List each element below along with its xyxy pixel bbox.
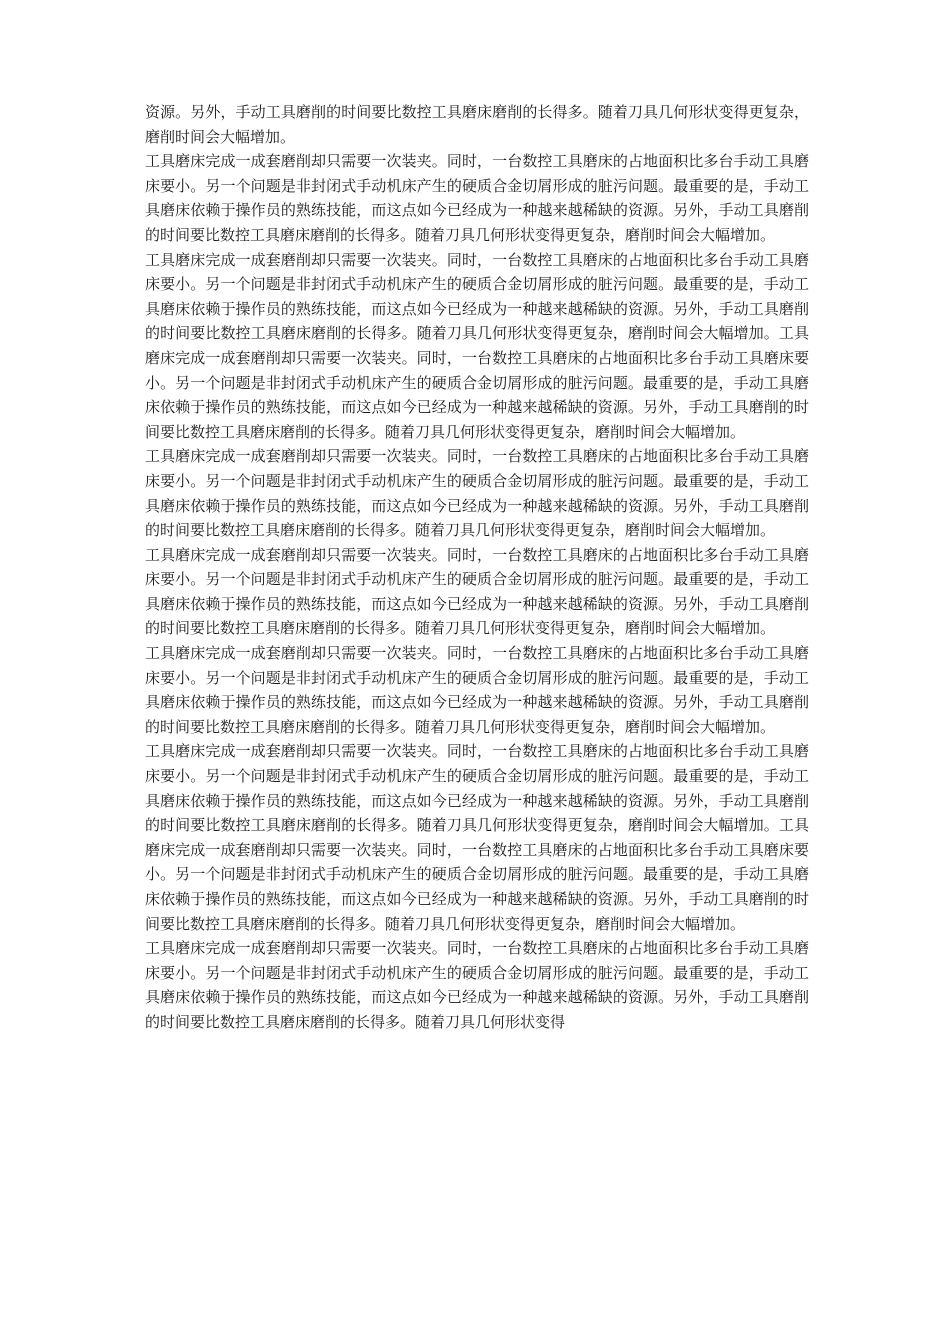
paragraph-1: 资源。另外，手动工具磨削的时间要比数控工具磨床磨削的长得多。随着刀具几何形状变得更复杂，磨削时间会大幅增加。 [145,103,809,146]
body-text [145,100,809,1035]
paragraph-4: 工具磨床完成一成套磨削却只需要一次装夹。同时，一台数控工具磨床的占地面积比多台手动工具磨床要小。另一个问题是非封闭式手动机床产生的硬质合金切屑形成的脏污问题。最重要的是，手动工具磨床依赖于操作员的熟练技能，而这点如今已经成为一种越来越稀缺的资源。另外，手动工具磨削的时间要比数控工具磨床磨削的长得多。随着刀具几何形状变得更复杂，磨削时间会大幅增加。 [145,447,809,540]
paragraph-8: 工具磨床完成一成套磨削却只需要一次装夹。同时，一台数控工具磨床的占地面积比多台手动工具磨床要小。另一个问题是非封闭式手动机床产生的硬质合金切屑形成的脏污问题。最重要的是，手动工具磨床依赖于操作员的熟练技能，而这点如今已经成为一种越来越稀缺的资源。另外，手动工具磨削的时间要比数控工具磨床磨削的长得多。随着刀具几何形状变得 [145,939,809,1031]
paragraph-5: 工具磨床完成一成套磨削却只需要一次装夹。同时，一台数控工具磨床的占地面积比多台手动工具磨床要小。另一个问题是非封闭式手动机床产生的硬质合金切屑形成的脏污问题。最重要的是，手动工具磨床依赖于操作员的熟练技能，而这点如今已经成为一种越来越稀缺的资源。另外，手动工具磨削的时间要比数控工具磨床磨削的长得多。随着刀具几何形状变得更复杂，磨削时间会大幅增加。 [145,545,809,638]
paragraph-3: 工具磨床完成一成套磨削却只需要一次装夹。同时，一台数控工具磨床的占地面积比多台手动工具磨床要小。另一个问题是非封闭式手动机床产生的硬质合金切屑形成的脏污问题。最重要的是，手动工具磨床依赖于操作员的熟练技能，而这点如今已经成为一种越来越稀缺的资源。另外，手动工具磨削的时间要比数控工具磨床磨削的长得多。随着刀具几何形状变得更复杂，磨削时间会大幅增加。工具磨床完成一成套磨削却只需要一次装夹。同时，一台数控工具磨床的占地面积比多台手动工具磨床要小。另一个问题是非封闭式手动机床产生的硬质合金切屑形成的脏污问题。最重要的是，手动工具磨床依赖于操作员的熟练技能，而这点如今已经成为一种越来越稀缺的资源。另外，手动工具磨削的时间要比数控工具磨床磨削的长得多。随着刀具几何形状变得更复杂，磨削时间会大幅增加。 [145,250,809,441]
paragraph-2: 工具磨床完成一成套磨削却只需要一次装夹。同时，一台数控工具磨床的占地面积比多台手动工具磨床要小。另一个问题是非封闭式手动机床产生的硬质合金切屑形成的脏污问题。最重要的是，手动工具磨床依赖于操作员的熟练技能，而这点如今已经成为一种越来越稀缺的资源。另外，手动工具磨削的时间要比数控工具磨床磨削的长得多。随着刀具几何形状变得更复杂，磨削时间会大幅增加。 [145,152,809,244]
paragraph-6: 工具磨床完成一成套磨削却只需要一次装夹。同时，一台数控工具磨床的占地面积比多台手动工具磨床要小。另一个问题是非封闭式手动机床产生的硬质合金切屑形成的脏污问题。最重要的是，手动工具磨床依赖于操作员的熟练技能，而这点如今已经成为一种越来越稀缺的资源。另外，手动工具磨削的时间要比数控工具磨床磨削的长得多。随着刀具几何形状变得更复杂，磨削时间会大幅增加。 [145,644,809,736]
paragraph-7: 工具磨床完成一成套磨削却只需要一次装夹。同时，一台数控工具磨床的占地面积比多台手动工具磨床要小。另一个问题是非封闭式手动机床产生的硬质合金切屑形成的脏污问题。最重要的是，手动工具磨床依赖于操作员的熟练技能，而这点如今已经成为一种越来越稀缺的资源。另外，手动工具磨削的时间要比数控工具磨床磨削的长得多。随着刀具几何形状变得更复杂，磨削时间会大幅增加。工具磨床完成一成套磨削却只需要一次装夹。同时，一台数控工具磨床的占地面积比多台手动工具磨床要小。另一个问题是非封闭式手动机床产生的硬质合金切屑形成的脏污问题。最重要的是，手动工具磨床依赖于操作员的熟练技能，而这点如今已经成为一种越来越稀缺的资源。另外，手动工具磨削的时间要比数控工具磨床磨削的长得多。随着刀具几何形状变得更复杂，磨削时间会大幅增加。 [145,742,809,933]
